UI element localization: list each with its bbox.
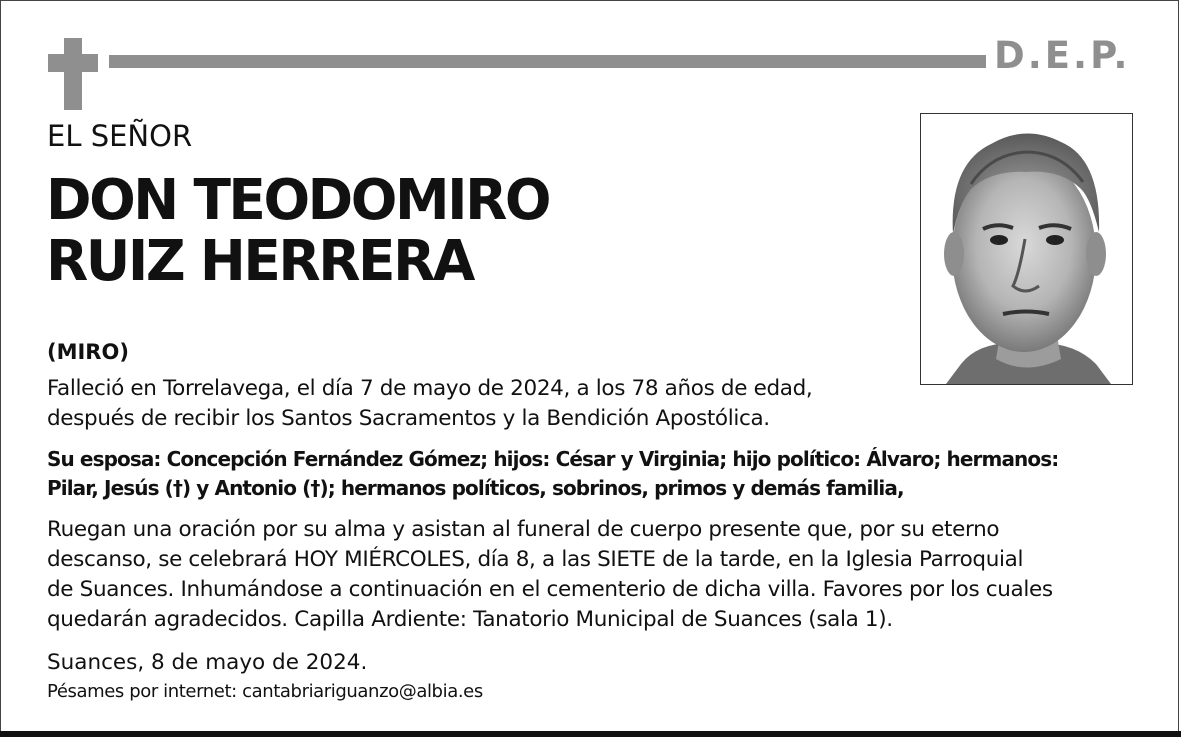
title-prefix: EL SEÑOR	[47, 119, 193, 153]
death-paragraph	[47, 374, 812, 434]
portrait-photo	[920, 113, 1133, 385]
family-paragraph	[47, 445, 1058, 503]
death-line-1: Falleció en Torrelavega, el día 7 de mayo de 2024, a los 78 años de edad,	[47, 376, 813, 401]
family-line-1: Su esposa: Concepción Fernández Gómez; hijos: César y Virginia; hijo político: Álvaro; hermanos:	[47, 447, 1059, 471]
place-date: Suances, 8 de mayo de 2024.	[47, 650, 368, 675]
dep-label: D.E.P.	[994, 34, 1131, 77]
deceased-name-line1: DON TEODOMIRO	[46, 168, 550, 233]
funeral-line-3: de Suances. Inhumándose a continuación en el cementerio de dicha villa. Favores por los cuales	[47, 577, 1053, 602]
deceased-name-line2: RUIZ HERRERA	[46, 229, 473, 294]
funeral-line-1: Ruegan una oración por su alma y asistan al funeral de cuerpo presente que, por su eterno	[47, 517, 1000, 542]
funeral-paragraph	[47, 515, 1053, 635]
death-line-2: después de recibir los Santos Sacramentos y la Bendición Apostólica.	[47, 406, 770, 431]
family-line-2: Pilar, Jesús (†) y Antonio (†); hermanos políticos, sobrinos, primos y demás familia,	[47, 476, 904, 500]
funeral-line-4: quedarán agradecidos. Capilla Ardiente: Tanatorio Municipal de Suances (sala 1).	[47, 607, 893, 632]
funeral-line-2: descanso, se celebrará HOY MIÉRCOLES, día 8, a las SIETE de la tarde, en la Iglesia Parroquial	[47, 547, 1024, 572]
condolences-email[interactable]: Pésames por internet: cantabriariguanzo@albia.es	[47, 681, 483, 702]
cross-icon	[48, 38, 98, 110]
bottom-rule	[0, 731, 1181, 737]
deceased-nickname: (MIRO)	[47, 340, 129, 364]
deceased-name	[46, 170, 549, 292]
header-rule	[109, 55, 986, 68]
